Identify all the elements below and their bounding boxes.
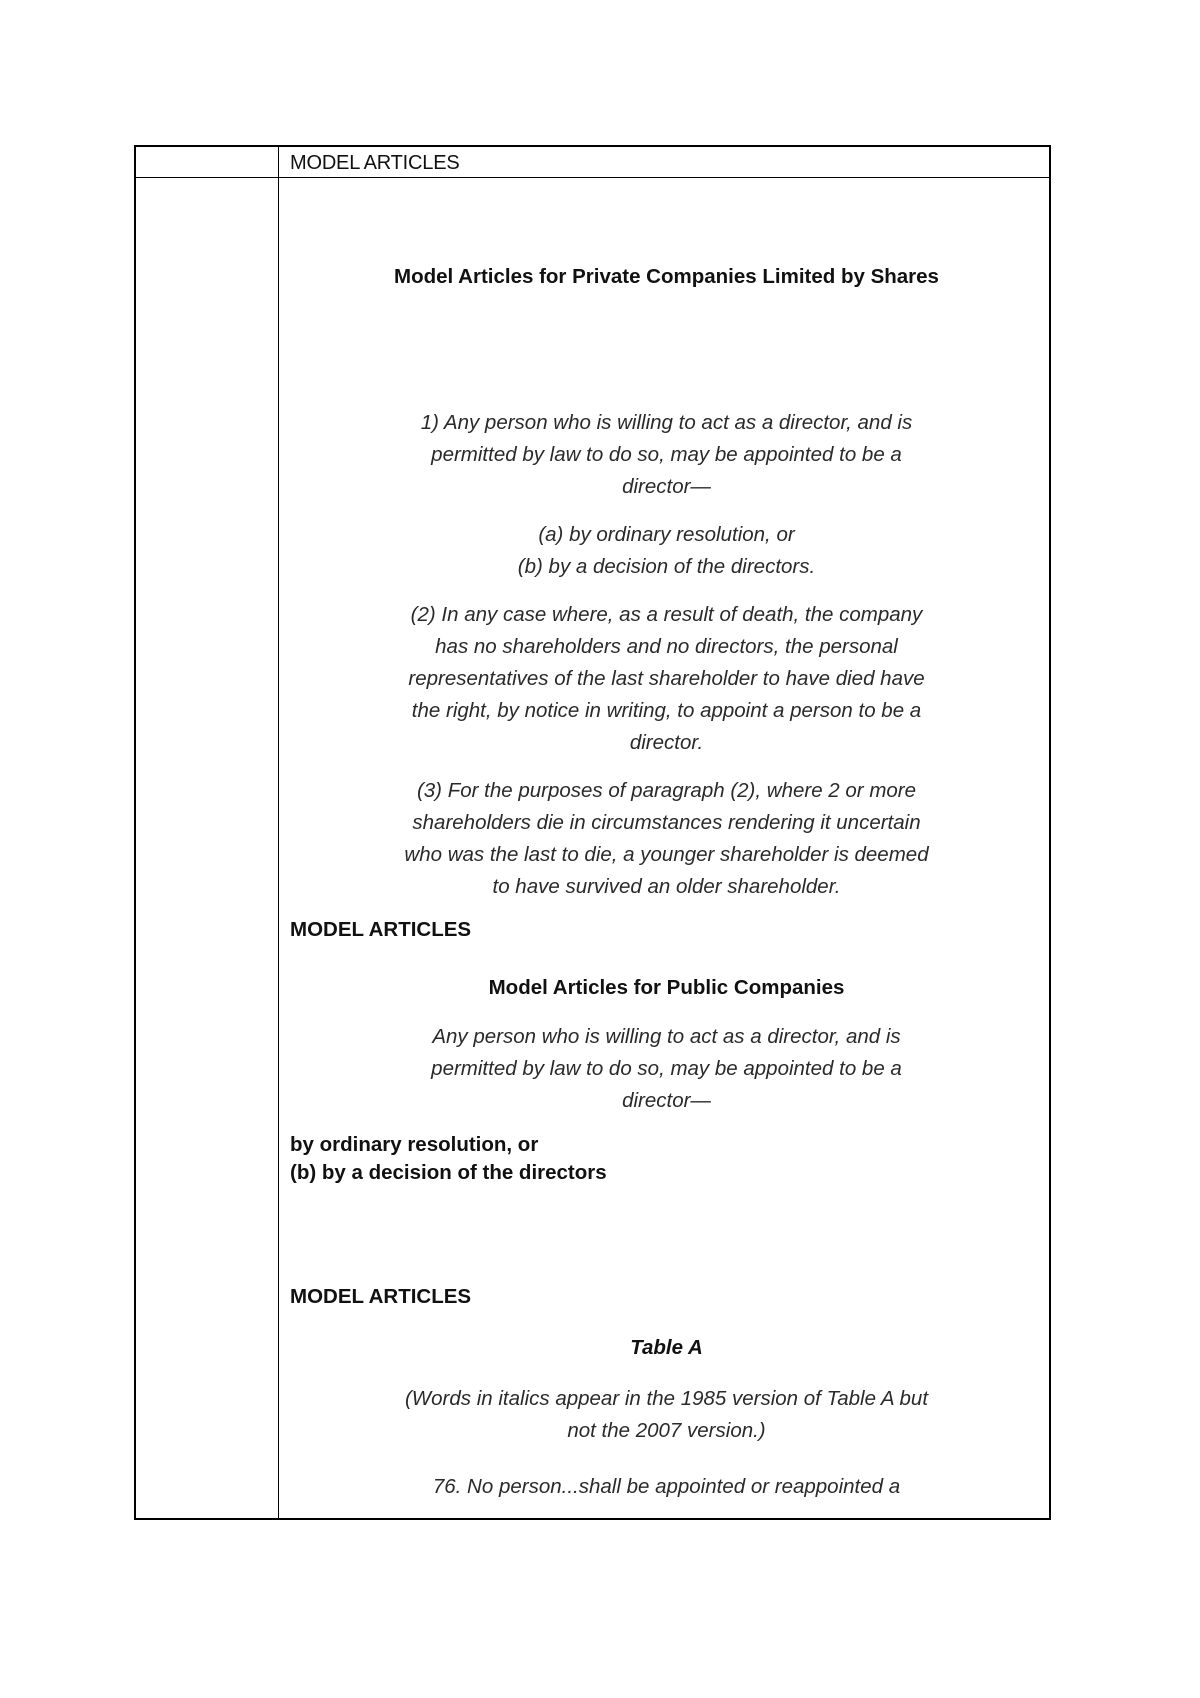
table-a-title: Table A (630, 1336, 703, 1359)
header-row-divider (136, 177, 1049, 178)
private-para2-line5: director. (629, 731, 704, 754)
public-item-b: (b) by a decision of the directors (290, 1161, 607, 1184)
public-companies-title: Model Articles for Public Companies (488, 976, 845, 999)
private-item-b: (b) by a decision of the directors. (517, 555, 816, 578)
private-para1-line2: permitted by law to do so, may be appointed to be a (431, 443, 902, 466)
private-para3-line1: (3) For the purposes of paragraph (2), where 2 or more (416, 779, 917, 802)
table-a-note-line2: not the 2007 version.) (567, 1419, 766, 1442)
private-para2-line1: (2) In any case where, as a result of death, the company (410, 603, 923, 626)
table-a-note-line1: (Words in italics appear in the 1985 version of Table A but (404, 1387, 929, 1410)
private-para3-line3: who was the last to die, a younger shareholder is deemed (404, 843, 929, 866)
private-para3-line2: shareholders die in circumstances rendering it uncertain (412, 811, 921, 834)
private-para2-line4: the right, by notice in writing, to appoint a person to be a (411, 699, 922, 722)
private-item-a: (a) by ordinary resolution, or (538, 523, 795, 546)
header-cell-label: MODEL ARTICLES (290, 152, 460, 174)
public-item-a: by ordinary resolution, or (290, 1133, 539, 1156)
private-para1-line1: 1) Any person who is willing to act as a director, and is (420, 411, 913, 434)
private-para3-line4: to have survived an older shareholder. (492, 875, 841, 898)
public-para-line2: permitted by law to do so, may be appointed to be a (431, 1057, 902, 1080)
private-para1-line3: director— (622, 475, 711, 498)
public-section-heading: MODEL ARTICLES (290, 918, 472, 941)
column-divider (278, 147, 279, 1518)
private-companies-title: Model Articles for Private Companies Limited by Shares (394, 265, 939, 288)
table-a-section-heading: MODEL ARTICLES (290, 1285, 472, 1308)
private-para2-line3: representatives of the last shareholder to have died have (408, 667, 925, 690)
table-a-article-76: 76. No person...shall be appointed or reappointed a (432, 1475, 901, 1498)
public-para-line1: Any person who is willing to act as a director, and is (432, 1025, 901, 1048)
content-cell (280, 179, 1049, 1518)
private-para2-line2: has no shareholders and no directors, the personal (435, 635, 898, 658)
public-para-line3: director— (622, 1089, 711, 1112)
document-table (134, 145, 1051, 1520)
